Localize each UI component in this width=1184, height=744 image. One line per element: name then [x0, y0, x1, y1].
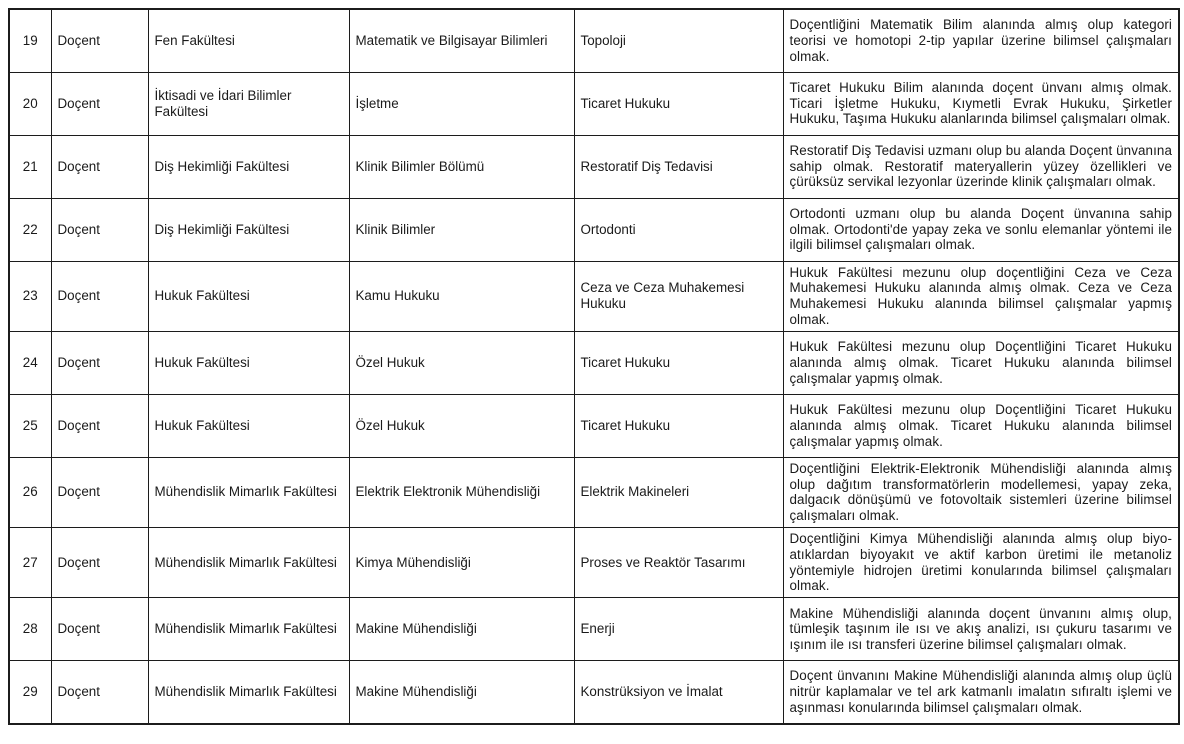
table-row [9, 198, 1179, 261]
table-row [9, 261, 1179, 331]
row-number-cell: 26 [9, 457, 51, 527]
row-number-cell: 23 [9, 261, 51, 331]
department-cell: Makine Mühendisliği [349, 661, 574, 724]
table-row [9, 457, 1179, 527]
requirements-cell: Doçentliğini Kimya Mühendisliği alanında almış olup biyo-atıklardan biyoyakıt ve aktif karbon üretimi ile metanoliz yöntemiyle hidrojen üretimi konularında bilimsel çalışmaları olmak. [783, 528, 1179, 598]
position-title-cell: Doçent [51, 72, 148, 135]
row-number-cell: 19 [9, 9, 51, 72]
requirements-cell: Hukuk Fakültesi mezunu olup Doçentliğini Ticaret Hukuku alanında almış olmak. Ticaret Hukuku alanında bilimsel çalışmalar yapmış olmak. [783, 394, 1179, 457]
position-title-cell: Doçent [51, 9, 148, 72]
row-number-cell: 20 [9, 72, 51, 135]
department-cell: İşletme [349, 72, 574, 135]
department-cell: Makine Mühendisliği [349, 598, 574, 661]
faculty-cell: Hukuk Fakültesi [148, 331, 349, 394]
row-number-cell: 27 [9, 528, 51, 598]
faculty-cell: Fen Fakültesi [148, 9, 349, 72]
table-row [9, 331, 1179, 394]
row-number-cell: 21 [9, 135, 51, 198]
faculty-cell: Diş Hekimliği Fakültesi [148, 135, 349, 198]
faculty-cell: Diş Hekimliği Fakültesi [148, 198, 349, 261]
department-cell: Özel Hukuk [349, 394, 574, 457]
requirements-cell: Restoratif Diş Tedavisi uzmanı olup bu alanda Doçent ünvanına sahip olmak. Restoratif materyallerin yüzey özellikleri ve çürüksüz servikal lezyonlar üzerinde klinik çalışmaları olmak. [783, 135, 1179, 198]
department-cell: Özel Hukuk [349, 331, 574, 394]
position-title-cell: Doçent [51, 528, 148, 598]
row-number-cell: 24 [9, 331, 51, 394]
field-cell: Ortodonti [574, 198, 783, 261]
department-cell: Kamu Hukuku [349, 261, 574, 331]
field-cell: Elektrik Makineleri [574, 457, 783, 527]
table-row [9, 72, 1179, 135]
faculty-cell: İktisadi ve İdari Bilimler Fakültesi [148, 72, 349, 135]
table-row [9, 394, 1179, 457]
announcement-table-body [9, 9, 1179, 724]
row-number-cell: 25 [9, 394, 51, 457]
requirements-cell: Hukuk Fakültesi mezunu olup Doçentliğini Ticaret Hukuku alanında almış olmak. Ticaret Hukuku alanında bilimsel çalışmalar yapmış olmak. [783, 331, 1179, 394]
table-row [9, 9, 1179, 72]
row-number-cell: 29 [9, 661, 51, 724]
row-number-cell: 22 [9, 198, 51, 261]
position-title-cell: Doçent [51, 661, 148, 724]
department-cell: Matematik ve Bilgisayar Bilimleri [349, 9, 574, 72]
field-cell: Ceza ve Ceza Muhakemesi Hukuku [574, 261, 783, 331]
position-title-cell: Doçent [51, 394, 148, 457]
table-row [9, 598, 1179, 661]
requirements-cell: Doçentliğini Elektrik-Elektronik Mühendisliği alanında almış olup dağıtım transformatörlerin modellemesi, yapay zeka, dalgacık dönüşümü ve fotovoltaik sistemleri üzerine bilimsel çalışmaları olmak. [783, 457, 1179, 527]
table-row [9, 135, 1179, 198]
position-title-cell: Doçent [51, 331, 148, 394]
announcement-table [8, 8, 1180, 725]
field-cell: Proses ve Reaktör Tasarımı [574, 528, 783, 598]
row-number-cell: 28 [9, 598, 51, 661]
faculty-cell: Hukuk Fakültesi [148, 394, 349, 457]
faculty-cell: Mühendislik Mimarlık Fakültesi [148, 457, 349, 527]
table-row [9, 528, 1179, 598]
requirements-cell: Hukuk Fakültesi mezunu olup doçentliğini Ceza ve Ceza Muhakemesi Hukuku alanında almış olmak. Ceza ve Ceza Muhakemesi Hukuku alanında bilimsel çalışmalar yapmış olmak. [783, 261, 1179, 331]
requirements-cell: Ortodonti uzmanı olup bu alanda Doçent ünvanına sahip olmak. Ortodonti'de yapay zeka ve sonlu elemanlar yöntemi ile ilgili bilimsel çalışmaları olmak. [783, 198, 1179, 261]
faculty-cell: Hukuk Fakültesi [148, 261, 349, 331]
requirements-cell: Makine Mühendisliği alanında doçent ünvanını almış olup, tümleşik taşınım ile ısı ve akış analizi, ısı çukuru tasarımı ve ışınım ile ısı transferi üzerine bilimsel çalışmaları olmak. [783, 598, 1179, 661]
field-cell: Ticaret Hukuku [574, 394, 783, 457]
field-cell: Topoloji [574, 9, 783, 72]
faculty-cell: Mühendislik Mimarlık Fakültesi [148, 598, 349, 661]
faculty-cell: Mühendislik Mimarlık Fakültesi [148, 661, 349, 724]
requirements-cell: Doçent ünvanını Makine Mühendisliği alanında almış olup üçlü nitrür kaplamalar ve tel ark katmanlı imalatın sıfıraltı işlemi ve aşınması konularında bilimsel çalışmaları olmak. [783, 661, 1179, 724]
position-title-cell: Doçent [51, 261, 148, 331]
position-title-cell: Doçent [51, 135, 148, 198]
field-cell: Ticaret Hukuku [574, 72, 783, 135]
position-title-cell: Doçent [51, 598, 148, 661]
requirements-cell: Doçentliğini Matematik Bilim alanında almış olup kategori teorisi ve homotopi 2-tip yapılar üzerine bilimsel çalışmaları olmak. [783, 9, 1179, 72]
table-row [9, 661, 1179, 724]
department-cell: Klinik Bilimler Bölümü [349, 135, 574, 198]
position-title-cell: Doçent [51, 198, 148, 261]
field-cell: Restoratif Diş Tedavisi [574, 135, 783, 198]
department-cell: Klinik Bilimler [349, 198, 574, 261]
field-cell: Konstrüksiyon ve İmalat [574, 661, 783, 724]
field-cell: Ticaret Hukuku [574, 331, 783, 394]
department-cell: Kimya Mühendisliği [349, 528, 574, 598]
requirements-cell: Ticaret Hukuku Bilim alanında doçent ünvanı almış olmak. Ticari İşletme Hukuku, Kıymetli Evrak Hukuku, Şirketler Hukuku, Taşıma Hukuku alanlarında bilimsel çalışmaları olmak. [783, 72, 1179, 135]
position-title-cell: Doçent [51, 457, 148, 527]
faculty-cell: Mühendislik Mimarlık Fakültesi [148, 528, 349, 598]
department-cell: Elektrik Elektronik Mühendisliği [349, 457, 574, 527]
field-cell: Enerji [574, 598, 783, 661]
